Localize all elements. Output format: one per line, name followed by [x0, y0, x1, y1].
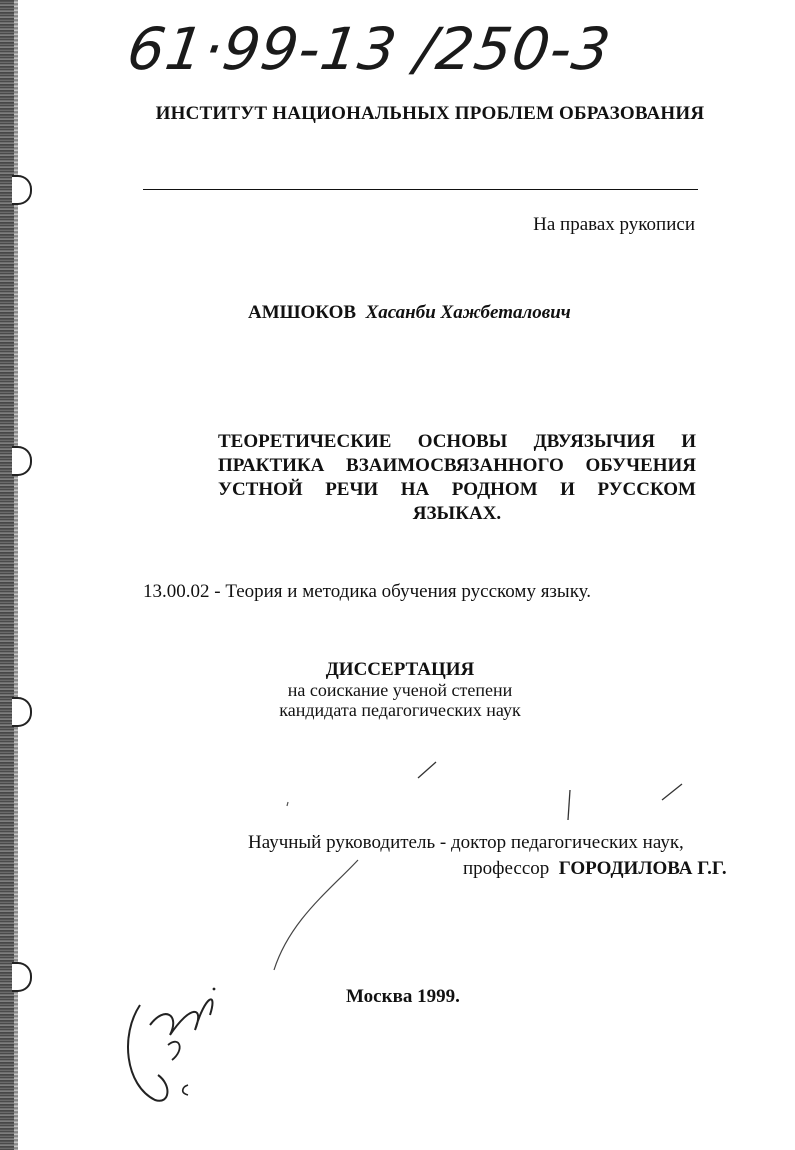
punch-hole	[12, 175, 32, 205]
supervisor-title: профессор	[463, 858, 550, 879]
specialty-code: 13.00.02 - Теория и методика обучения русскому языку.	[143, 581, 592, 602]
place-and-year: Москва 1999.	[346, 986, 460, 1007]
dissertation-label: ДИССЕРТАЦИЯ	[325, 659, 475, 680]
author-line	[248, 302, 571, 324]
supervisor-line-1: Научный руководитель - доктор педагогических наук,	[248, 832, 684, 853]
author-given-names: Хасанби Хажбеталович	[365, 302, 571, 323]
dissertation-info	[240, 660, 560, 720]
handwritten-archive-number: 61·99-13 /250-3	[123, 15, 616, 83]
author-surname: АМШОКОВ	[248, 302, 357, 323]
punch-hole	[12, 446, 32, 476]
thesis-title: ТЕОРЕТИЧЕСКИЕ ОСНОВЫ ДВУЯЗЫЧИЯ И ПРАКТИКА ВЗАИМОСВЯЗАННОГО ОБУЧЕНИЯ УСТНОЙ РЕЧИ НА РОДНОМ И РУССКОМ ЯЗЫКАХ.	[218, 431, 696, 524]
pen-mark	[287, 802, 288, 806]
punch-hole	[12, 962, 32, 992]
header-divider	[143, 189, 698, 190]
supervisor-name: ГОРОДИЛОВА Г.Г.	[558, 858, 727, 879]
manuscript-note: На правах рукописи	[533, 214, 695, 235]
punch-hole	[12, 697, 32, 727]
handwritten-signature-mark	[110, 975, 230, 1115]
degree-line-2: кандидата педагогических наук	[279, 700, 521, 720]
institute-name: ИНСТИТУТ НАЦИОНАЛЬНЫХ ПРОБЛЕМ ОБРАЗОВАНИЯ	[155, 103, 705, 124]
degree-line-1: на соискание ученой степени	[287, 680, 513, 700]
pen-mark	[274, 860, 358, 970]
pen-marks	[270, 760, 690, 990]
pen-mark	[568, 790, 570, 820]
pen-mark	[662, 784, 682, 800]
pen-mark	[418, 762, 436, 778]
